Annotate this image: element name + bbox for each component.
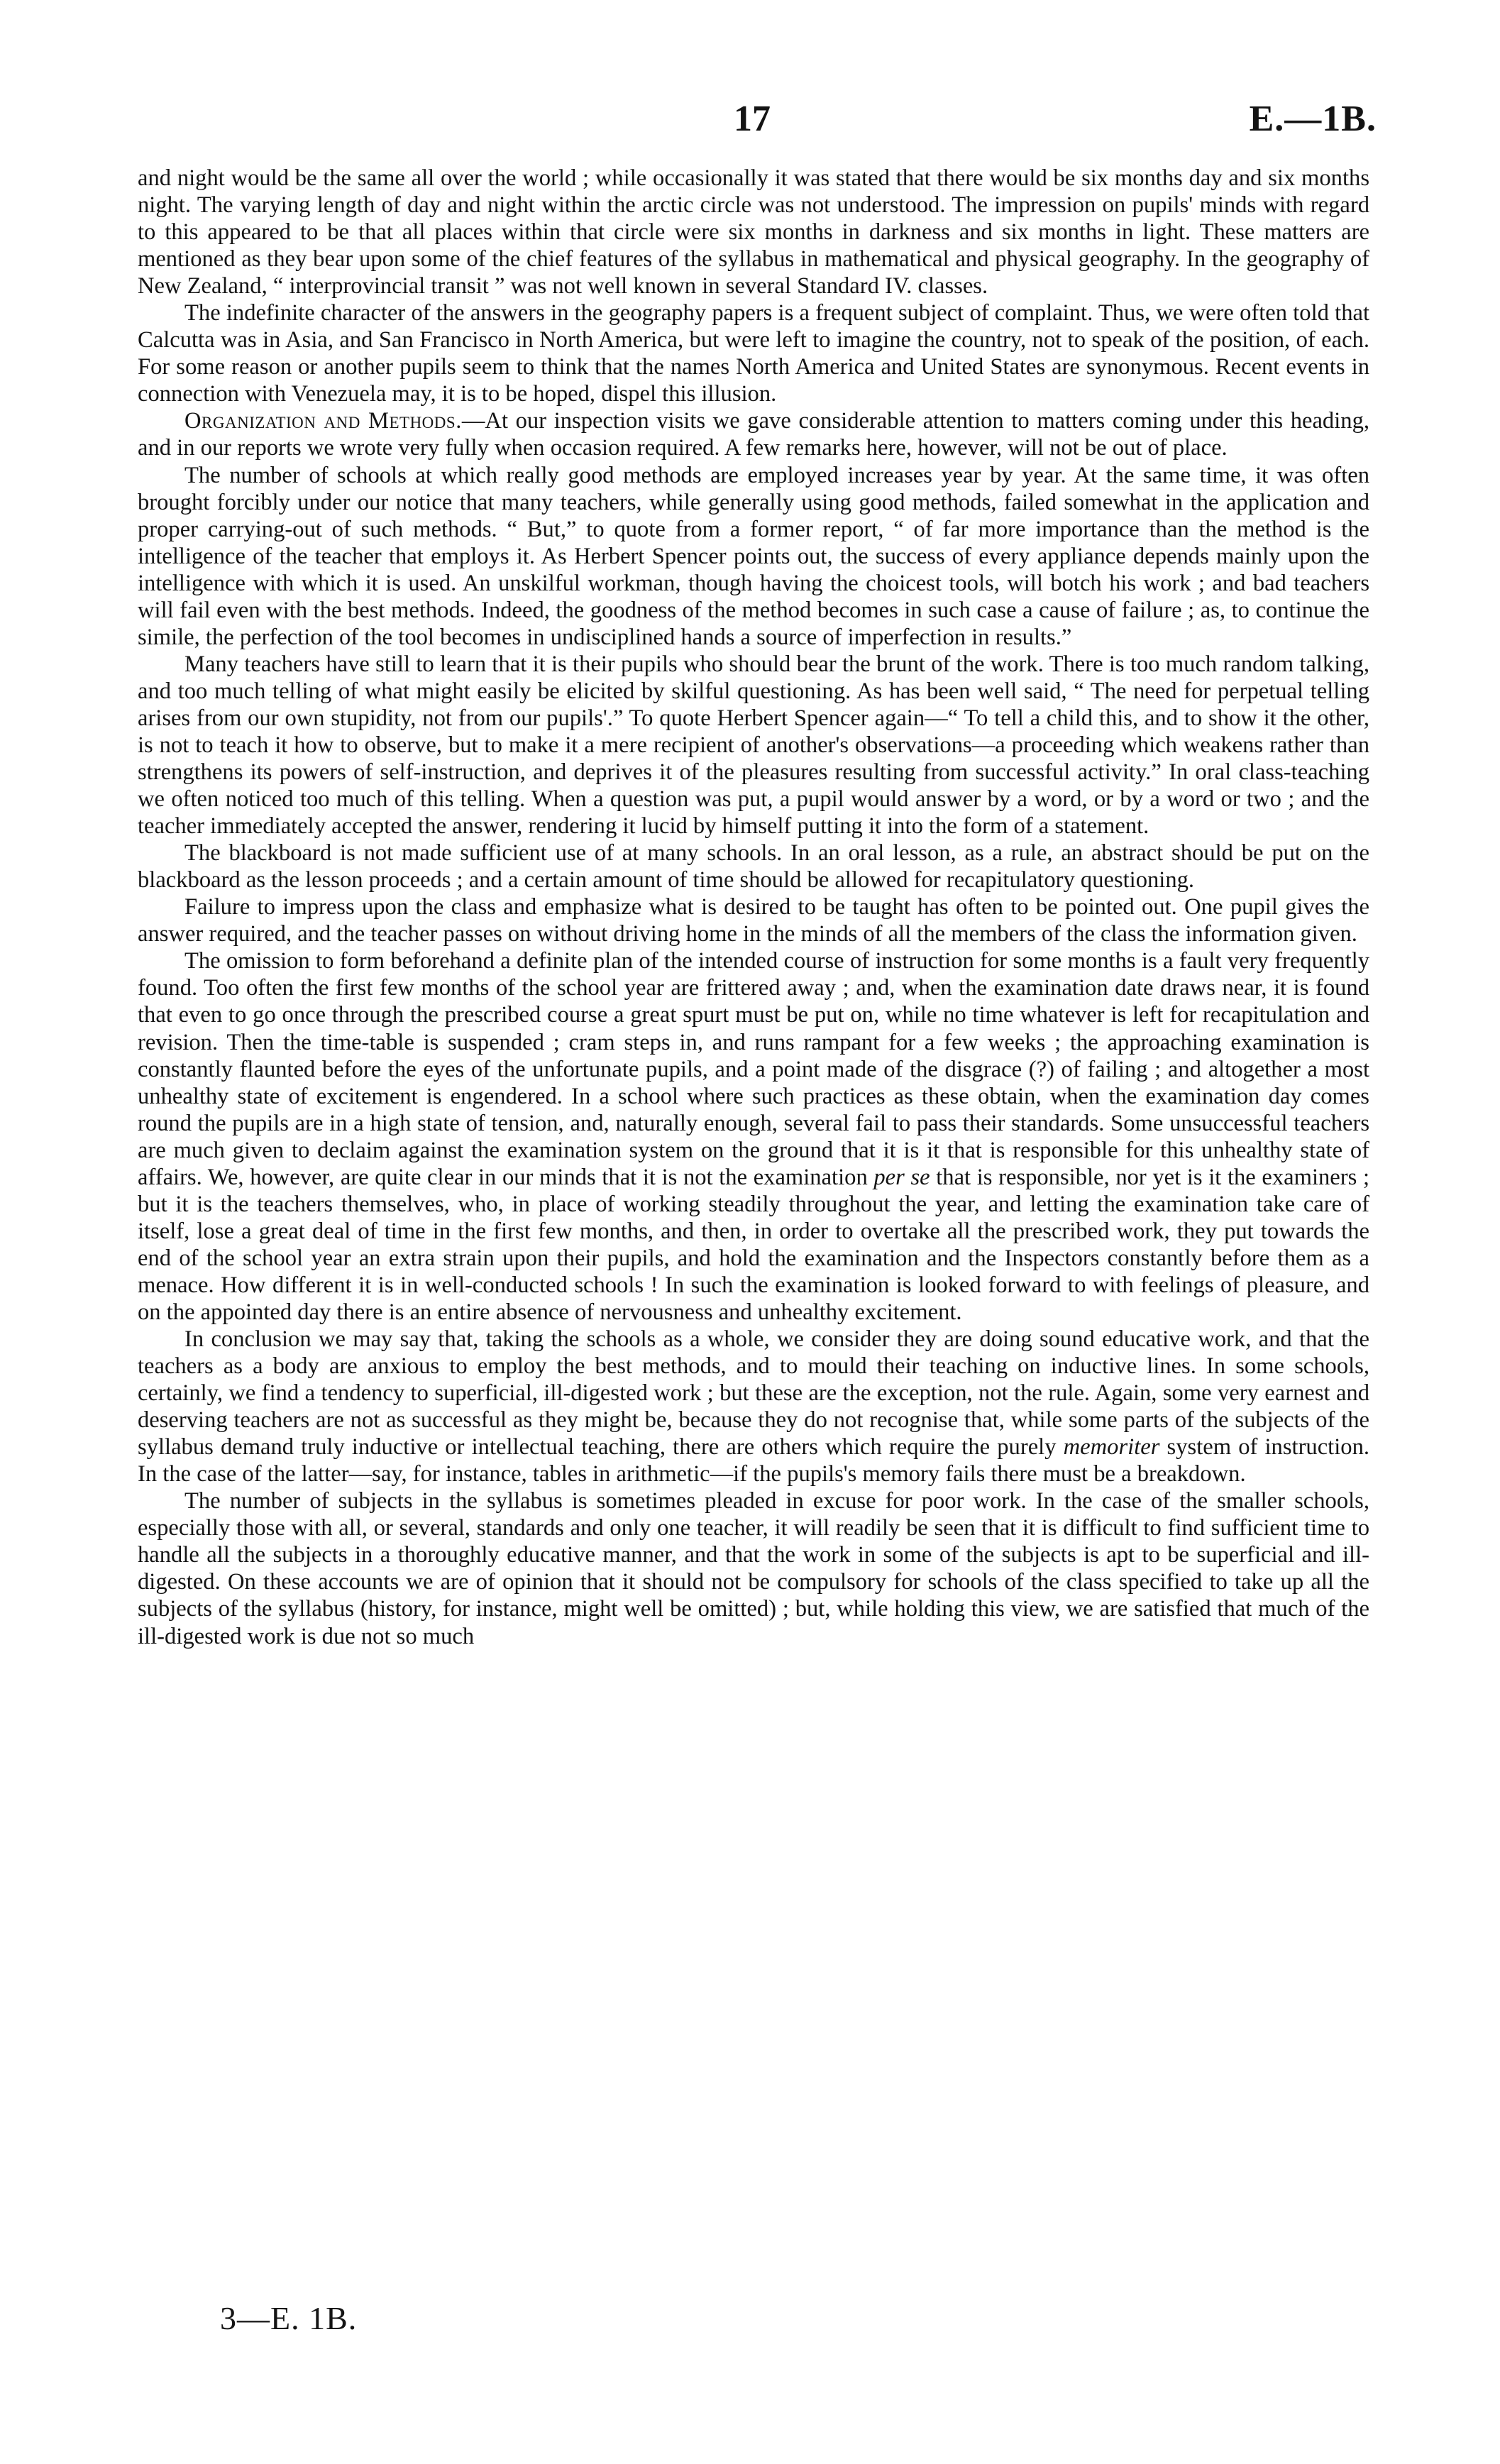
paragraph-plan-omission	[138, 947, 1369, 1326]
paragraph-conclusion-text-b: system of instruction. In the case of the latter—say, for instance, tables in arithmetic—if the pupils's memory fails there must be a breakdown.	[138, 1434, 1369, 1487]
paragraph-emphasis: Failure to impress upon the class and emphasize what is desired to be taught has often to be pointed out. One pupil gives the answer required, and the teacher passes on without driving home in the minds of all the members of the class the information given.	[138, 894, 1369, 947]
paragraph-random-telling: Many teachers have still to learn that it is their pupils who should bear the brunt of the work. There is too much random talking, and too much telling of what might easily be elicited by skilful questioning. As has been well said, “ The need for perpetual telling arises from our own stupidity, not from our pupils'.” To quote Herbert Spencer again—“ To tell a child this, and to show it the other, is not to teach it how to observe, but to make it a mere recipient of another's observations—a proceeding which weakens rather than strengthens its powers of self-instruction, and deprives it of the pleasures resulting from successful activity.” In oral class-teaching we often noticed too much of this telling. When a question was put, a pupil would answer by a word, or by a word or two ; and the teacher immediately accepted the answer, rendering it lucid by himself putting it into the form of a statement.	[138, 651, 1369, 840]
paragraph-organization-methods	[138, 407, 1369, 461]
section-heading-organization-methods: Organization and Methods.	[184, 408, 462, 434]
paragraph-plan-omission-text-a: The omission to form beforehand a definite plan of the intended course of instruction for some months is a fault very frequently found. Too often the first few months of the school year are frittered away ; and, when the examination date draws near, it is found that even to go once through the prescribed course a great spurt must be put on, while no time whatever is left for recapitulation and revision. Then the time-table is suspended ; cram steps in, and runs rampant for a few weeks ; the approaching examination is constantly flaunted before the eyes of the unfortunate pupils, and a point made of the disgrace (?) of failing ; and altogether a most unhealthy state of excitement is engendered. In a school where such practices as these obtain, when the examination day comes round the pupils are in a high state of tension, and, naturally enough, several fail to pass their standards. Some unsuccessful teachers are much given to declaim against the examination system on the ground that it is it that is responsible for this unhealthy state of affairs. We, however, are quite clear in our minds that it is not the examination	[138, 948, 1369, 1190]
paragraph-blackboard: The blackboard is not made sufficient use of at many schools. In an oral lesson, as a rule, an abstract should be put on the blackboard as the lesson proceeds ; and a certain amount of time should be allowed for recapitulatory questioning.	[138, 840, 1369, 893]
footer-signature-reference: 3—E. 1B.	[220, 2300, 358, 2336]
document-reference: E.—1B.	[1249, 99, 1377, 139]
body-text	[138, 165, 1369, 1650]
paragraph-plan-omission-text-b: that is responsible, nor yet is it the examiners ; but it is the teachers themselves, who, in place of working steadily throughout the year, and letting the examination take care of itself, lose a great deal of time in the first few months, and then, in order to overtake all the prescribed work, they put towards the end of the school year an extra strain upon their pupils, and hold the examination and the Inspectors constantly before them as a menace. How different it is in well-conducted schools ! In such the examination is looked forward to with feelings of pleasure, and on the appointed day there is an entire absence of nervousness and unhealthy excitement.	[138, 1164, 1369, 1325]
paragraph-organization-methods-text: —At our inspection visits we gave considerable attention to matters coming under this heading, and in our reports we wrote very fully when occasion required. A few remarks here, however, will not be out of place.	[138, 408, 1369, 461]
page-number: 17	[734, 99, 771, 139]
paragraph-good-methods: The number of schools at which really good methods are employed increases year by year. At the same time, it was often brought forcibly under our notice that many teachers, while generally using good methods, failed somewhat in the application and proper carrying-out of such methods. “ But,” to quote from a former report, “ of far more importance than the method is the intelligence of the teacher that employs it. As Herbert Spencer points out, the success of every appliance depends mainly upon the intelligence with which it is used. An unskilful workman, though having the choicest tools, will botch his work ; and bad teachers will fail even with the best methods. Indeed, the goodness of the method becomes in such case a cause of failure ; as, to continue the simile, the perfection of the tool becomes in undisciplined hands a source of imperfection in results.”	[138, 462, 1369, 650]
paragraph-number-of-subjects: The number of subjects in the syllabus is sometimes pleaded in excuse for poor work. In the case of the smaller schools, especially those with all, or several, standards and only one teacher, it will readily be seen that it is difficult to find sufficient time to handle all the subjects in a thoroughly educative manner, and that the work in some of the subjects is apt to be superficial and ill-digested. On these accounts we are of opinion that it should not be compulsory for schools of the class specified to take up all the subjects of the syllabus (history, for instance, might well be omitted) ; but, while holding this view, we are satisfied that much of the ill-digested work is due not so much	[138, 1488, 1369, 1649]
paragraph-conclusion	[138, 1326, 1369, 1487]
paragraph-conclusion-text-a: In conclusion we may say that, taking the schools as a whole, we consider they are doing sound educative work, and that the teachers as a body are anxious to employ the best methods, and to mould their teaching on inductive lines. In some schools, certainly, we find a tendency to superficial, ill-digested work ; but these are the exception, not the rule. Again, some very earnest and deserving teachers are not as successful as they might be, because they do not recognise that, while some parts of the subjects of the syllabus demand truly inductive or intellectual teaching, there are others which require the purely	[138, 1326, 1369, 1461]
italic-per-se: per se	[873, 1164, 930, 1190]
paragraph-geography-continued: and night would be the same all over the world ; while occasionally it was stated that there would be six months day and six months night. The varying length of day and night within the arctic circle was not understood. The impression on pupils' minds with regard to this appeared to be that all places within that circle were six months in darkness and six months in light. These matters are mentioned as they bear upon some of the chief features of the syllabus in mathematical and physical geography. In the geography of New Zealand, “ interprovincial transit ” was not well known in several Standard IV. classes.	[138, 165, 1369, 299]
italic-memoriter: memoriter	[1063, 1434, 1160, 1461]
paragraph-geography-answers: The indefinite character of the answers in the geography papers is a frequent subject of complaint. Thus, we were often told that Calcutta was in Asia, and San Francisco in North America, but were left to imagine the country, not to speak of the position, of each. For some reason or another pupils seem to think that the names North America and United States are synonymous. Recent events in connection with Venezuela may, it is to be hoped, dispel this illusion.	[138, 300, 1369, 407]
